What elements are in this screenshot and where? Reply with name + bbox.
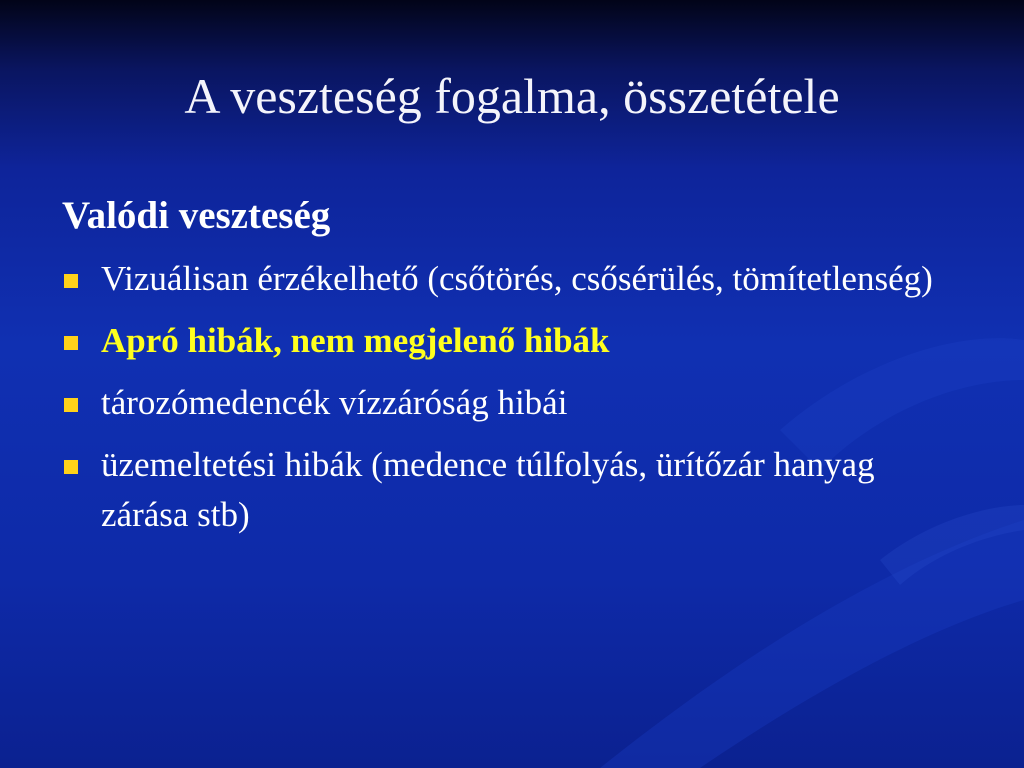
- bullet-text: üzemeltetési hibák (medence túlfolyás, ürítőzár hanyag zárása stb): [101, 445, 875, 534]
- bullet-text: Vizuálisan érzékelhető (csőtörés, csősérülés, tömítetlenség): [101, 259, 933, 298]
- slide-content: [62, 188, 962, 552]
- bullet-list: [62, 254, 962, 540]
- bullet-text: tározómedencék vízzáróság hibái: [101, 383, 568, 422]
- square-bullet-icon: [64, 274, 78, 288]
- square-bullet-icon: [64, 460, 78, 474]
- slide-title: A veszteség fogalma, összetétele: [184, 68, 840, 124]
- bullet-text: Apró hibák, nem megjelenő hibák: [101, 321, 610, 360]
- bullet-item: [62, 378, 962, 428]
- square-bullet-icon: [64, 398, 78, 412]
- bullet-item: [62, 440, 962, 540]
- bullet-item-highlighted: [62, 316, 962, 366]
- bullet-item: [62, 254, 962, 304]
- square-bullet-icon: [64, 336, 78, 350]
- section-subheading: Valódi veszteség: [62, 194, 331, 237]
